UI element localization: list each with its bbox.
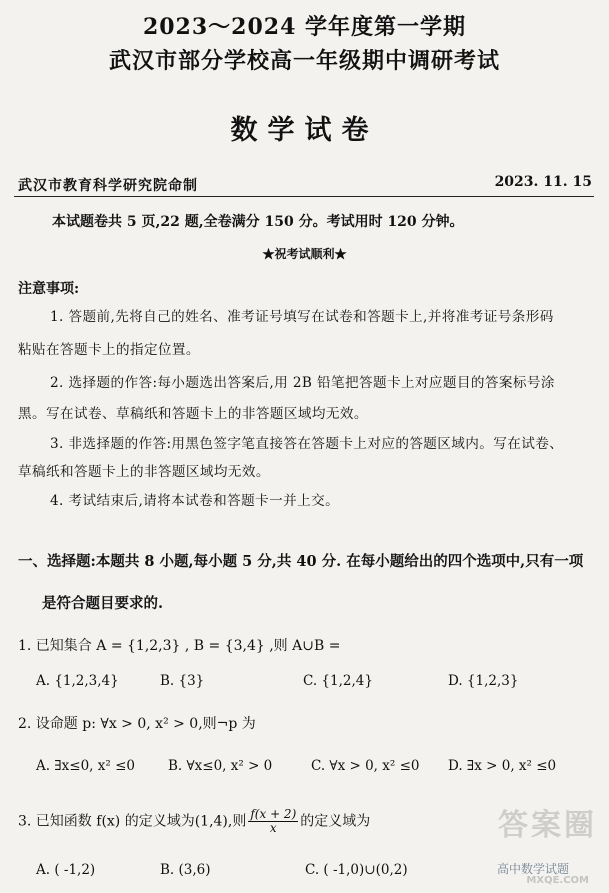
notice-line: 1. 答题前,先将自己的姓名、准考证号填写在试卷和答题卡上,并将准考证号条形码 [50,309,554,325]
watermark-source: 高中数学试题 [496,862,569,876]
section-heading: 一、选择题:本题共 8 小题,每小题 5 分,共 40 分. 在每小题给出的四个选项中,只有一项 [18,553,584,570]
notice-line: 2. 选择题的作答:每小题选出答案后,用 2B 铅笔把答题卡上对应题目的答案标号涂 [50,375,555,391]
exam-title: 武汉市部分学校高一年级期中调研考试 [108,48,500,74]
question-3-fraction [248,808,298,835]
header-divider [14,196,594,197]
question-1-option-c: C. {1,2,4} [303,673,373,689]
notice-line: 粘贴在答题卡上的指定位置。 [18,342,200,358]
notice-line: 3. 非选择题的作答:用黑色签字笔直接答在答题卡上对应的答题区域内。写在试卷、 [50,436,564,452]
question-3-stem [18,808,370,835]
fraction-denominator: x [269,821,277,835]
section-heading-cont: 是符合题目要求的. [42,595,164,612]
question-2-option-b: B. ∀x≤0, x² > 0 [168,758,273,774]
question-1-stem: 1. 已知集合 A = {1,2,3} , B = {3,4} ,则 A∪B = [18,638,341,654]
question-1-option-a: A. {1,2,3,4} [36,673,119,689]
watermark-logo: 答案圈 [498,808,597,843]
question-2-stem: 2. 设命题 p: ∀x > 0, x² > 0,则¬p 为 [18,716,256,732]
question-1-option-d: D. {1,2,3} [448,673,519,689]
question-3-option-a: A. ( -1,2) [36,862,96,878]
question-2-option-c: C. ∀x > 0, x² ≤0 [311,758,420,774]
fraction-numerator: f(x + 2) [250,807,297,821]
good-luck-banner: ★祝考试顺利★ [262,247,347,261]
watermark-url: MXQE.COM [526,875,589,886]
question-3-stem-after: 的定义域为 [300,813,371,830]
question-3-option-b: B. (3,6) [160,862,211,878]
question-1-option-b: B. {3} [160,673,205,689]
exam-date: 2023. 11. 15 [494,174,592,190]
notice-line: 草稿纸和答题卡上的非答题区域均无效。 [18,464,270,480]
exam-intro: 本试题卷共 5 页,22 题,全卷满分 150 分。考试用时 120 分钟。 [52,214,464,230]
subject-title: 数学试卷 [230,115,379,146]
notice-line: 4. 考试结束后,请将本试卷和答题卡一并上交。 [50,493,340,509]
term-title: 2023～2024 学年度第一学期 [142,14,467,40]
question-2-option-a: A. ∃x≤0, x² ≤0 [36,758,135,774]
question-2-option-d: D. ∃x > 0, x² ≤0 [448,758,557,774]
question-3-stem-before: 3. 已知函数 f(x) 的定义域为(1,4),则 [18,813,247,830]
question-3-option-c: C. ( -1,0)∪(0,2) [305,862,408,878]
issuer-text: 武汉市教育科学研究院命制 [18,178,198,194]
notice-line: 黑。写在试卷、草稿纸和答题卡上的非答题区域均无效。 [18,406,368,422]
notice-title: 注意事项: [18,281,80,297]
